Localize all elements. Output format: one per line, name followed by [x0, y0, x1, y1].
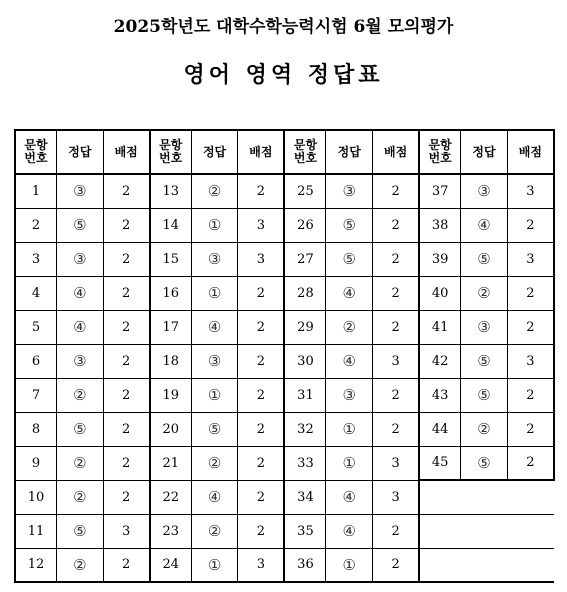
question-number-cell: 35 [284, 514, 326, 548]
table-row [15, 446, 554, 480]
points-cell: 2 [238, 514, 285, 548]
answer-cell: ② [191, 514, 238, 548]
empty-cell [507, 548, 554, 582]
empty-cell [461, 514, 508, 548]
points-cell: 3 [238, 548, 285, 582]
points-cell: 2 [373, 412, 420, 446]
answer-cell: ④ [191, 310, 238, 344]
answer-cell: ⑤ [57, 412, 104, 446]
question-number-cell: 14 [150, 208, 192, 242]
empty-cell [419, 514, 461, 548]
question-number-cell: 13 [150, 174, 192, 208]
points-cell: 2 [238, 378, 285, 412]
question-number-cell: 15 [150, 242, 192, 276]
question-number-cell: 32 [284, 412, 326, 446]
header-answer: 정답 [326, 130, 373, 174]
header-number-line1: 문항 [428, 138, 452, 152]
header-number-line2: 번호 [293, 151, 318, 165]
header-number-line2: 번호 [159, 151, 183, 165]
header-number [150, 130, 192, 174]
header-number-line1: 문항 [293, 138, 318, 152]
header-points: 배점 [238, 130, 285, 174]
answer-cell: ③ [461, 174, 508, 208]
points-cell: 2 [238, 480, 285, 514]
question-number-cell: 19 [150, 378, 192, 412]
answer-cell: ② [191, 174, 238, 208]
header-points: 배점 [507, 130, 554, 174]
empty-cell [461, 548, 508, 582]
points-cell: 2 [103, 344, 150, 378]
question-number-cell: 43 [419, 378, 461, 412]
table-row [15, 378, 554, 412]
points-cell: 2 [507, 276, 554, 310]
question-number-cell: 16 [150, 276, 192, 310]
table-row [15, 344, 554, 378]
points-cell: 2 [507, 412, 554, 446]
answer-cell: ② [326, 310, 373, 344]
answer-cell: ⑤ [57, 208, 104, 242]
question-number-cell: 20 [150, 412, 192, 446]
header-answer: 정답 [57, 130, 104, 174]
question-number-cell: 7 [15, 378, 57, 412]
question-number-cell: 29 [284, 310, 326, 344]
answer-cell: ① [326, 548, 373, 582]
table-body [15, 174, 554, 582]
question-number-cell: 6 [15, 344, 57, 378]
question-number-cell: 10 [15, 480, 57, 514]
question-number-cell: 40 [419, 276, 461, 310]
question-number-cell: 39 [419, 242, 461, 276]
question-number-cell: 37 [419, 174, 461, 208]
points-cell: 3 [373, 344, 420, 378]
answer-cell: ③ [191, 242, 238, 276]
points-cell: 2 [103, 548, 150, 582]
points-cell: 2 [507, 446, 554, 480]
answer-cell: ② [57, 378, 104, 412]
answer-cell: ④ [57, 310, 104, 344]
question-number-cell: 36 [284, 548, 326, 582]
points-cell: 3 [373, 480, 420, 514]
header-number-line1: 문항 [159, 138, 183, 152]
page-title: 2025학년도 대학수학능력시험 6월 모의평가 [113, 17, 454, 37]
answer-cell: ⑤ [57, 514, 104, 548]
points-cell: 2 [373, 242, 420, 276]
points-cell: 3 [103, 514, 150, 548]
points-cell: 2 [373, 310, 420, 344]
question-number-cell: 22 [150, 480, 192, 514]
answer-cell: ⑤ [461, 446, 508, 480]
question-number-cell: 23 [150, 514, 192, 548]
points-cell: 2 [238, 276, 285, 310]
answer-cell: ④ [191, 480, 238, 514]
points-cell: 2 [238, 412, 285, 446]
answer-cell: ③ [57, 344, 104, 378]
answer-cell: ③ [57, 174, 104, 208]
answer-cell: ⑤ [461, 344, 508, 378]
page-subtitle: 영어 영역 정답표 [183, 62, 384, 88]
points-cell: 2 [507, 378, 554, 412]
points-cell: 2 [373, 378, 420, 412]
question-number-cell: 38 [419, 208, 461, 242]
question-number-cell: 30 [284, 344, 326, 378]
points-cell: 3 [507, 242, 554, 276]
points-cell: 2 [373, 208, 420, 242]
question-number-cell: 17 [150, 310, 192, 344]
points-cell: 3 [507, 344, 554, 378]
points-cell: 2 [103, 174, 150, 208]
empty-cell [507, 480, 554, 514]
answer-cell: ② [461, 276, 508, 310]
points-cell: 2 [373, 514, 420, 548]
points-cell: 2 [373, 174, 420, 208]
question-number-cell: 4 [15, 276, 57, 310]
answer-cell: ① [191, 548, 238, 582]
question-number-cell: 33 [284, 446, 326, 480]
answer-cell: ② [191, 446, 238, 480]
answer-cell: ⑤ [326, 242, 373, 276]
answer-cell: ④ [326, 276, 373, 310]
answer-cell: ① [191, 208, 238, 242]
question-number-cell: 25 [284, 174, 326, 208]
answer-cell: ③ [326, 378, 373, 412]
points-cell: 2 [238, 174, 285, 208]
question-number-cell: 21 [150, 446, 192, 480]
points-cell: 2 [103, 242, 150, 276]
question-number-cell: 41 [419, 310, 461, 344]
question-number-cell: 28 [284, 276, 326, 310]
question-number-cell: 34 [284, 480, 326, 514]
points-cell: 2 [103, 412, 150, 446]
empty-cell [461, 480, 508, 514]
question-number-cell: 18 [150, 344, 192, 378]
answer-cell: ③ [461, 310, 508, 344]
empty-cell [507, 514, 554, 548]
question-number-cell: 27 [284, 242, 326, 276]
answer-cell: ② [57, 548, 104, 582]
question-number-cell: 12 [15, 548, 57, 582]
header-number [419, 130, 461, 174]
points-cell: 2 [103, 276, 150, 310]
question-number-cell: 3 [15, 242, 57, 276]
answer-cell: ④ [326, 480, 373, 514]
points-cell: 2 [507, 208, 554, 242]
question-number-cell: 5 [15, 310, 57, 344]
answer-cell: ⑤ [191, 412, 238, 446]
table-row [15, 548, 554, 582]
points-cell: 2 [507, 310, 554, 344]
header-number [284, 130, 326, 174]
table-row [15, 242, 554, 276]
table-row [15, 310, 554, 344]
answer-cell: ③ [326, 174, 373, 208]
answer-cell: ② [461, 412, 508, 446]
points-cell: 2 [103, 446, 150, 480]
header-number-line1: 문항 [24, 138, 48, 152]
header-number [15, 130, 57, 174]
answer-cell: ⑤ [326, 208, 373, 242]
header-number-line2: 번호 [428, 151, 452, 165]
question-number-cell: 45 [419, 446, 461, 480]
points-cell: 2 [238, 446, 285, 480]
table-row [15, 276, 554, 310]
header-answer: 정답 [191, 130, 238, 174]
table-row [15, 480, 554, 514]
points-cell: 2 [373, 548, 420, 582]
table-row [15, 412, 554, 446]
answer-cell: ① [326, 412, 373, 446]
answer-cell: ④ [57, 276, 104, 310]
header-points: 배점 [373, 130, 420, 174]
header-number-line2: 번호 [24, 151, 48, 165]
points-cell: 3 [238, 208, 285, 242]
header-answer: 정답 [461, 130, 508, 174]
answer-cell: ① [191, 276, 238, 310]
points-cell: 2 [373, 276, 420, 310]
question-number-cell: 1 [15, 174, 57, 208]
table-row [15, 514, 554, 548]
question-number-cell: 2 [15, 208, 57, 242]
answer-cell: ⑤ [461, 378, 508, 412]
points-cell: 2 [238, 310, 285, 344]
answer-cell: ③ [191, 344, 238, 378]
answer-cell: ④ [461, 208, 508, 242]
question-number-cell: 42 [419, 344, 461, 378]
question-number-cell: 11 [15, 514, 57, 548]
question-number-cell: 24 [150, 548, 192, 582]
points-cell: 2 [103, 208, 150, 242]
table-header-row [15, 130, 554, 174]
header-points: 배점 [103, 130, 150, 174]
empty-cell [419, 480, 461, 514]
points-cell: 2 [103, 310, 150, 344]
answer-cell: ④ [326, 344, 373, 378]
question-number-cell: 8 [15, 412, 57, 446]
question-number-cell: 44 [419, 412, 461, 446]
table-row [15, 208, 554, 242]
points-cell: 3 [238, 242, 285, 276]
empty-cell [419, 548, 461, 582]
question-number-cell: 26 [284, 208, 326, 242]
points-cell: 2 [238, 344, 285, 378]
answer-cell: ② [57, 480, 104, 514]
answer-cell: ① [326, 446, 373, 480]
points-cell: 3 [507, 174, 554, 208]
question-number-cell: 31 [284, 378, 326, 412]
answer-cell: ⑤ [461, 242, 508, 276]
answer-cell: ④ [326, 514, 373, 548]
question-number-cell: 9 [15, 446, 57, 480]
points-cell: 2 [103, 378, 150, 412]
points-cell: 3 [373, 446, 420, 480]
points-cell: 2 [103, 480, 150, 514]
answer-cell: ③ [57, 242, 104, 276]
answer-cell: ② [57, 446, 104, 480]
table-row [15, 174, 554, 208]
answer-cell: ① [191, 378, 238, 412]
answer-key-table [14, 129, 555, 583]
